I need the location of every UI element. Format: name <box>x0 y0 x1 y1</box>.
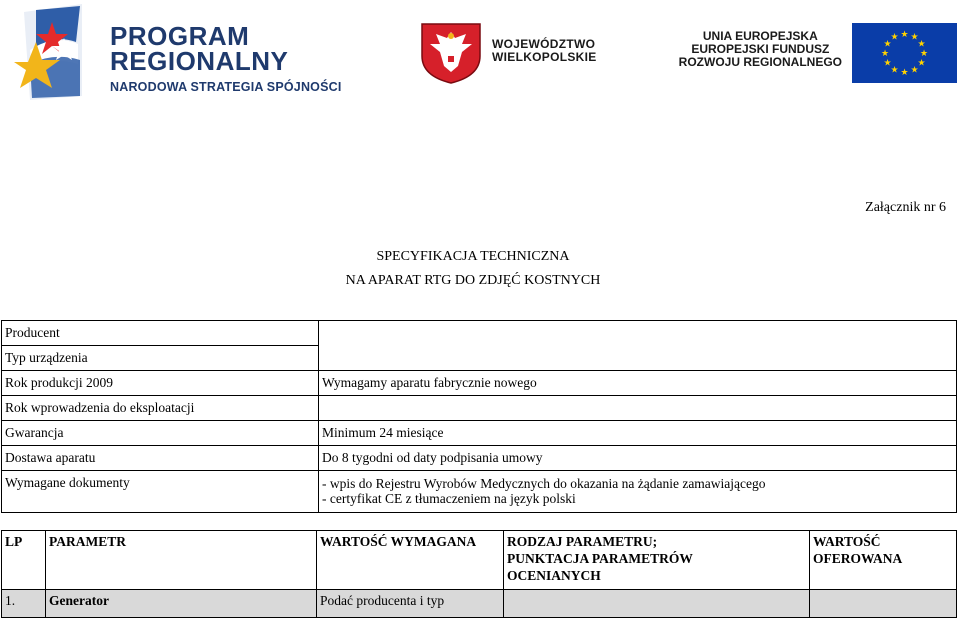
spec-value <box>319 471 957 513</box>
svg-text:★: ★ <box>919 49 929 59</box>
document-title: SPECYFIKACJA TECHNICZNA <box>376 249 570 264</box>
program-line3: NARODOWA STRATEGIA SPÓJNOŚCI <box>110 80 342 94</box>
header-parameter: PARAMETR <box>46 531 317 590</box>
header-required: WARTOŚĆ WYMAGANA <box>317 531 504 590</box>
cell-offered <box>810 590 957 618</box>
svg-text:★: ★ <box>900 68 909 78</box>
cell-type <box>504 590 810 618</box>
header-offered-line: OFEROWANA <box>813 551 903 566</box>
cell-required: Podać producenta i typ <box>317 590 504 618</box>
svg-text:★: ★ <box>883 39 892 50</box>
spec-label: Rok wprowadzenia do eksploatacji <box>2 396 319 421</box>
spec-value: Do 8 tygodni od daty podpisania umowy <box>319 446 957 471</box>
spec-value: Minimum 24 miesiące <box>319 421 957 446</box>
header-type <box>504 531 810 590</box>
svg-text:★: ★ <box>917 58 926 69</box>
specification-table <box>1 320 957 513</box>
eu-line1: UNIA EUROPEJSKA <box>702 29 818 43</box>
table-row <box>2 396 957 421</box>
header-type-line: RODZAJ PARAMETRU; <box>507 534 658 549</box>
header-lp: LP <box>2 531 46 590</box>
voivodeship-line1: WOJEWÓDZTWO <box>492 37 596 51</box>
program-regionalny-logo <box>14 4 354 100</box>
parameters-table <box>1 530 957 618</box>
spec-value-line: - certyfikat CE z tłumaczeniem na język polski <box>322 491 576 506</box>
svg-text:★: ★ <box>883 58 892 69</box>
cell-parameter: Generator <box>46 590 317 618</box>
spec-label: Producent <box>2 321 319 346</box>
header-type-line: OCENIANYCH <box>507 568 601 583</box>
eu-flag-icon <box>852 23 957 83</box>
table-row <box>2 421 957 446</box>
annex-number: Załącznik nr 6 <box>865 200 946 215</box>
table-row <box>2 321 957 346</box>
program-line2: REGIONALNY <box>110 46 289 76</box>
spec-label: Wymagane dokumenty <box>2 471 319 513</box>
svg-text:★: ★ <box>890 65 899 76</box>
eu-line3: ROZWOJU REGIONALNEGO <box>678 55 842 69</box>
cell-lp: 1. <box>2 590 46 618</box>
program-line1: PROGRAM <box>110 21 250 51</box>
svg-text:★: ★ <box>900 30 909 40</box>
document-subtitle: NA APARAT RTG DO ZDJĘĆ KOSTNYCH <box>345 273 601 288</box>
spec-label: Dostawa aparatu <box>2 446 319 471</box>
table-row <box>2 590 957 618</box>
spec-label: Gwarancja <box>2 421 319 446</box>
wielkopolska-logo <box>420 22 620 84</box>
table-row <box>2 446 957 471</box>
spec-value <box>319 396 957 421</box>
spec-value: Wymagamy aparatu fabrycznie nowego <box>319 371 957 396</box>
eu-line2: EUROPEJSKI FUNDUSZ <box>691 42 830 56</box>
spec-label: Typ urządzenia <box>2 346 319 371</box>
eu-fund-text <box>679 30 842 69</box>
svg-text:★: ★ <box>910 65 919 76</box>
spec-label: Rok produkcji 2009 <box>2 371 319 396</box>
svg-text:★: ★ <box>890 32 899 43</box>
coat-of-arms-eagle-icon <box>420 22 482 84</box>
document-header <box>0 0 960 110</box>
table-row <box>2 371 957 396</box>
spec-value <box>319 321 957 371</box>
svg-text:★: ★ <box>917 39 926 50</box>
header-type-line: PUNKTACJA PARAMETRÓW <box>507 551 693 566</box>
svg-text:★: ★ <box>910 32 919 43</box>
spec-value-line: - wpis do Rejestru Wyrobów Medycznych do okazania na żądanie zamawiającego <box>322 476 766 491</box>
table-row <box>2 471 957 513</box>
voivodeship-line2: WIELKOPOLSKIE <box>492 50 597 64</box>
stars-flag-icon <box>14 4 94 100</box>
header-offered-line: WARTOŚĆ <box>813 534 881 549</box>
svg-text:★: ★ <box>880 49 890 59</box>
header-offered <box>810 531 957 590</box>
table-header-row <box>2 531 957 590</box>
